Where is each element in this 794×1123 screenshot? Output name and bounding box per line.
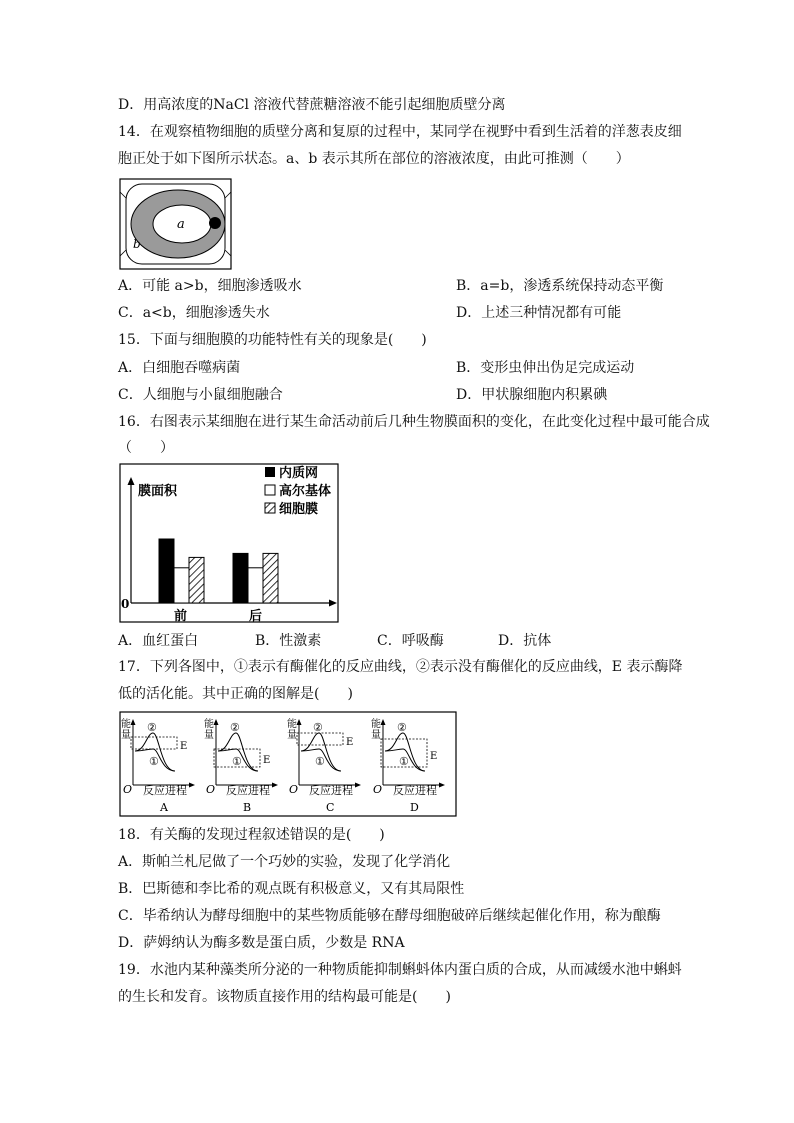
q18-option-b: B．巴斯德和李比希的观点既有积极意义，又有其局限性 bbox=[118, 881, 465, 897]
bar-golgi-after bbox=[248, 568, 263, 603]
q18-option-d: D．萨姆纳认为酶多数是蛋白质，少数是 RNA bbox=[118, 935, 405, 951]
q14-option-c: C．a<b，细胞渗透失水 bbox=[118, 305, 270, 321]
y-axis-label: 膜面积 bbox=[138, 484, 178, 499]
energy-xlabel: 反应进程 bbox=[309, 784, 353, 797]
q15-stem: 15．下面与细胞膜的功能特性有关的现象是( ) bbox=[118, 332, 427, 348]
q19-stem-line1: 19．水池内某种藻类所分泌的一种物质能抑制蝌蚪体内蛋白质的合成，从而减缓水池中蝌蚪 bbox=[118, 962, 682, 978]
q15-option-b: B．变形虫伸出伪足完成运动 bbox=[456, 360, 635, 376]
energy-origin-label: O bbox=[123, 783, 133, 796]
q14-stem-line2: 胞正处于如下图所示状态。a、b 表示其所在部位的溶液浓度，由此可推测（ ） bbox=[118, 151, 630, 167]
q15-option-c: C．人细胞与小鼠细胞融合 bbox=[118, 387, 283, 403]
q15-option-d: D．甲状腺细胞内积累碘 bbox=[456, 387, 608, 403]
legend-label-golgi: 高尔基体 bbox=[279, 484, 332, 499]
curve1-label: ① bbox=[399, 755, 409, 768]
energy-xlabel: 反应进程 bbox=[143, 784, 187, 797]
legend-swatch-er bbox=[265, 467, 275, 477]
energy-ylabel-char: 能 bbox=[287, 719, 297, 730]
energy-ylabel-char: 能 bbox=[121, 719, 131, 730]
q17-stem-line1: 17．下列各图中，①表示有酶催化的反应曲线，②表示没有酶催化的反应曲线，E 表示酶降 bbox=[118, 659, 683, 675]
energy-ylabel-char: 量 bbox=[371, 730, 381, 741]
energy-xlabel: 反应进程 bbox=[226, 784, 270, 797]
q19-stem-line2: 的生长和发育。该物质直接作用的结构最可能是( ) bbox=[118, 989, 451, 1005]
bar-cell-membrane-after bbox=[263, 553, 278, 603]
q14-option-b: B．a=b，渗透系统保持动态平衡 bbox=[456, 278, 664, 294]
energy-panel-letter: B bbox=[243, 801, 252, 814]
e-label: E bbox=[263, 755, 271, 766]
x-tick-after: 后 bbox=[249, 609, 263, 624]
energy-ylabel-char: 量 bbox=[121, 730, 131, 741]
q15-option-a: A．白细胞吞噬病菌 bbox=[118, 360, 241, 376]
legend-swatch-cell-membrane bbox=[265, 503, 275, 513]
q16-stem-line2: （ ） bbox=[118, 440, 174, 456]
q14-cell-figure bbox=[119, 178, 232, 270]
q16-membrane-area-chart bbox=[119, 463, 339, 625]
q18-stem: 18．有关酶的发现过程叙述错误的是( ) bbox=[118, 827, 385, 843]
e-label: E bbox=[430, 751, 438, 762]
curve1-label: ① bbox=[315, 755, 325, 768]
curve1-label: ① bbox=[149, 755, 159, 768]
nucleus bbox=[209, 217, 221, 229]
energy-origin-label: O bbox=[206, 783, 216, 796]
bar-er-after bbox=[233, 553, 248, 603]
energy-ylabel-char: 能 bbox=[371, 719, 381, 730]
energy-panel-letter: D bbox=[410, 801, 419, 814]
energy-origin-label: O bbox=[289, 783, 299, 796]
q16-option-c: C．呼吸酶 bbox=[377, 633, 444, 649]
legend-swatch-golgi bbox=[265, 485, 275, 495]
legend-label-cell-membrane: 细胞膜 bbox=[279, 502, 319, 517]
curve2-label: ② bbox=[230, 721, 240, 734]
q16-stem-line1: 16．右图表示某细胞在进行某生命活动前后几种生物膜面积的变化，在此变化过程中最可能合成 bbox=[118, 414, 710, 430]
bar-golgi-before bbox=[174, 568, 189, 603]
curve2-label: ② bbox=[313, 721, 323, 734]
curve2-label: ② bbox=[397, 721, 407, 734]
bar-cell-membrane-before bbox=[189, 557, 204, 603]
label-a: a bbox=[177, 217, 185, 232]
q18-option-c: C．毕希纳认为酵母细胞中的某些物质能够在酵母细胞破碎后继续起催化作用，称为酿酶 bbox=[118, 908, 661, 924]
energy-panel-letter: A bbox=[160, 801, 168, 814]
energy-ylabel-char: 量 bbox=[287, 730, 297, 741]
e-label: E bbox=[346, 737, 354, 748]
origin-label: 0 bbox=[121, 597, 130, 611]
q17-stem-line2: 低的活化能。其中正确的图解是( ) bbox=[118, 686, 353, 702]
q17-energy-diagrams bbox=[119, 711, 457, 817]
energy-origin-label: O bbox=[373, 783, 383, 796]
q13-option-d: D．用高浓度的NaCl 溶液代替蔗糖溶液不能引起细胞质壁分离 bbox=[118, 97, 506, 113]
legend-label-er: 内质网 bbox=[279, 466, 319, 481]
curve1-label: ① bbox=[232, 755, 242, 768]
q16-option-d: D．抗体 bbox=[498, 633, 552, 649]
q14-option-a: A．可能 a>b，细胞渗透吸水 bbox=[118, 278, 302, 294]
x-tick-before: 前 bbox=[174, 609, 188, 624]
q18-option-a: A．斯帕兰札尼做了一个巧妙的实验，发现了化学消化 bbox=[118, 854, 451, 870]
bar-er-before bbox=[159, 539, 174, 603]
energy-xlabel: 反应进程 bbox=[393, 784, 437, 797]
q14-stem-line1: 14．在观察植物细胞的质壁分离和复原的过程中，某同学在视野中看到生活着的洋葱表皮细 bbox=[118, 124, 682, 140]
label-b: b bbox=[133, 237, 141, 251]
q14-option-d: D．上述三种情况都有可能 bbox=[456, 305, 622, 321]
curve2-label: ② bbox=[147, 721, 157, 734]
energy-ylabel-char: 能 bbox=[204, 719, 214, 730]
e-label: E bbox=[180, 741, 188, 752]
energy-panel-letter: C bbox=[326, 801, 335, 814]
q16-option-b: B．性激素 bbox=[255, 633, 322, 649]
energy-ylabel-char: 量 bbox=[204, 730, 214, 741]
q16-option-a: A．血红蛋白 bbox=[118, 633, 199, 649]
